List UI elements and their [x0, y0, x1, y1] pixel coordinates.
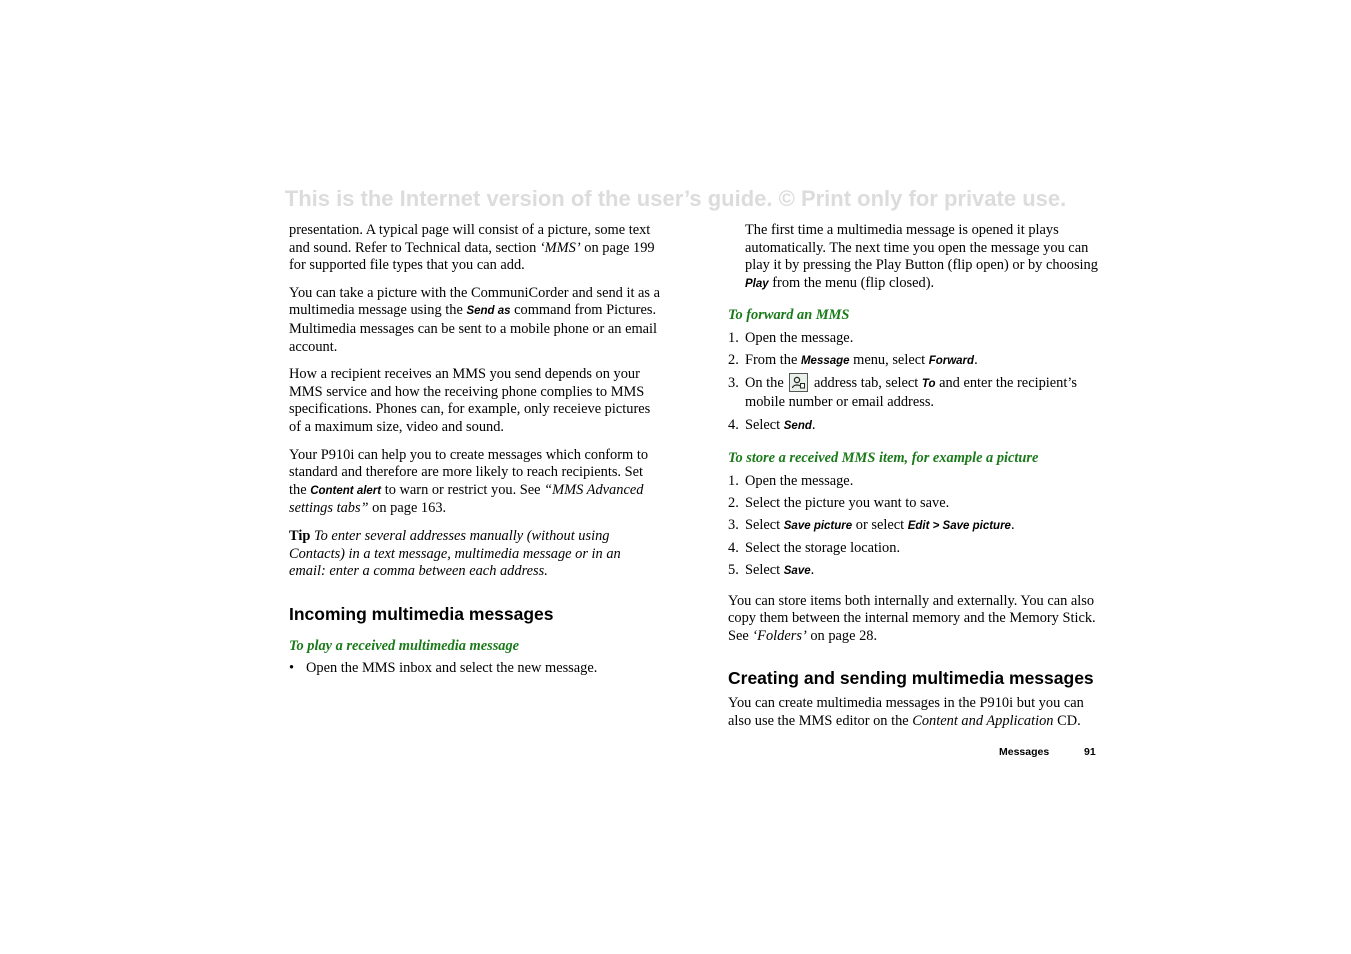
cross-reference: “MMS Advanced settings tabs” — [289, 481, 644, 517]
paragraph: You can store items both internally and externally. You can also copy them between the internal memory and the Memory Stick. See ‘Folders’ on page 28. — [728, 592, 1096, 644]
section-heading: Incoming multimedia messages — [289, 603, 554, 624]
cross-reference: Content and Application — [912, 712, 1054, 729]
list-item: 4. Select Send. — [728, 417, 816, 434]
section-heading: Creating and sending multimedia messages — [728, 668, 1094, 689]
cross-reference: ‘MMS’ — [539, 239, 581, 256]
ui-command: Edit > Save picture — [907, 519, 1011, 532]
paragraph: How a recipient receives an MMS you send depends on your MMS service and how the receiving phone complies to MMS specifications. Phones can, for example, only receieve pictures of a maximum size, video and sound. — [289, 366, 651, 435]
footer-section: Messages — [999, 746, 1050, 758]
list-item: 3. On the address tab, select To and enter the recipient’s mobile number or email address. — [728, 375, 1100, 411]
ui-command: Save — [783, 564, 811, 577]
forward-steps — [728, 330, 1100, 436]
right-column — [728, 222, 1100, 740]
paragraph: You can create multimedia messages in the P910i but you can also use the MMS editor on the Content and Application CD. — [728, 695, 1084, 729]
ui-command: Content alert — [310, 484, 382, 497]
bullet-mark: • — [289, 660, 295, 677]
ui-command: Message — [800, 355, 850, 368]
paragraph: Your P910i can help you to create messages which conform to standard and therefore are more likely to reach recipients. Set the Content alert to warn or restrict you. See “MMS Advanced settings tabs” on page 163. — [289, 446, 649, 517]
list-item: 2. Select the picture you want to save. — [728, 494, 950, 511]
address-book-icon — [789, 373, 808, 392]
list-item: 1. Open the message. — [728, 472, 854, 489]
list-item: • Open the MMS inbox and select the new message. — [289, 660, 598, 677]
tip — [289, 528, 661, 581]
tip-text: To enter several addresses manually (without using Contacts) in a text message, multimedia message or in an email: enter a comma between each address. — [289, 527, 621, 580]
watermark: This is the Internet version of the user’s guide. © Print only for private use. — [284, 186, 1067, 211]
ui-command: Send — [783, 420, 812, 433]
tip-label: Tip — [289, 527, 311, 544]
ui-command: Save picture — [783, 519, 853, 532]
list-item: 4. Select the storage location. — [728, 539, 901, 556]
paragraph: You can take a picture with the CommuniCorder and send it as a multimedia message using the Send as command from Pictures. Multimedia messages can be sent to a mobile phone or an email account. — [289, 284, 661, 355]
list-item: 3. Select Save picture or select Edit > Save picture. — [728, 516, 1015, 533]
page-number: 91 — [1084, 746, 1096, 758]
procedure-title: To play a received multimedia message — [289, 637, 520, 654]
paragraph: presentation. A typical page will consist of a picture, some text and sound. Refer to Technical data, section ‘MMS’ on page 199 for supported file types that you can add. — [289, 222, 655, 274]
ui-command: To — [921, 378, 936, 391]
ui-command: Forward — [928, 355, 975, 368]
store-steps — [728, 473, 1100, 581]
ui-command: Play — [745, 277, 769, 290]
procedure-title: To forward an MMS — [728, 307, 850, 324]
procedure-title: To store a received MMS item, for example a picture — [728, 449, 1039, 466]
cross-reference: ‘Folders’ — [752, 627, 807, 644]
list-item: 5. Select Save. — [728, 561, 815, 578]
list-item: 1. Open the message. — [728, 329, 854, 346]
left-column — [289, 222, 661, 690]
bullet-list — [289, 660, 661, 678]
ui-command: Send as — [466, 305, 511, 318]
paragraph: The first time a multimedia message is opened it plays automatically. The next time you open the message you can play it by pressing the Play Button (flip open) or by choosing Play from the menu (flip closed). — [745, 222, 1098, 291]
list-item: 2. From the Message menu, select Forward. — [728, 352, 978, 369]
